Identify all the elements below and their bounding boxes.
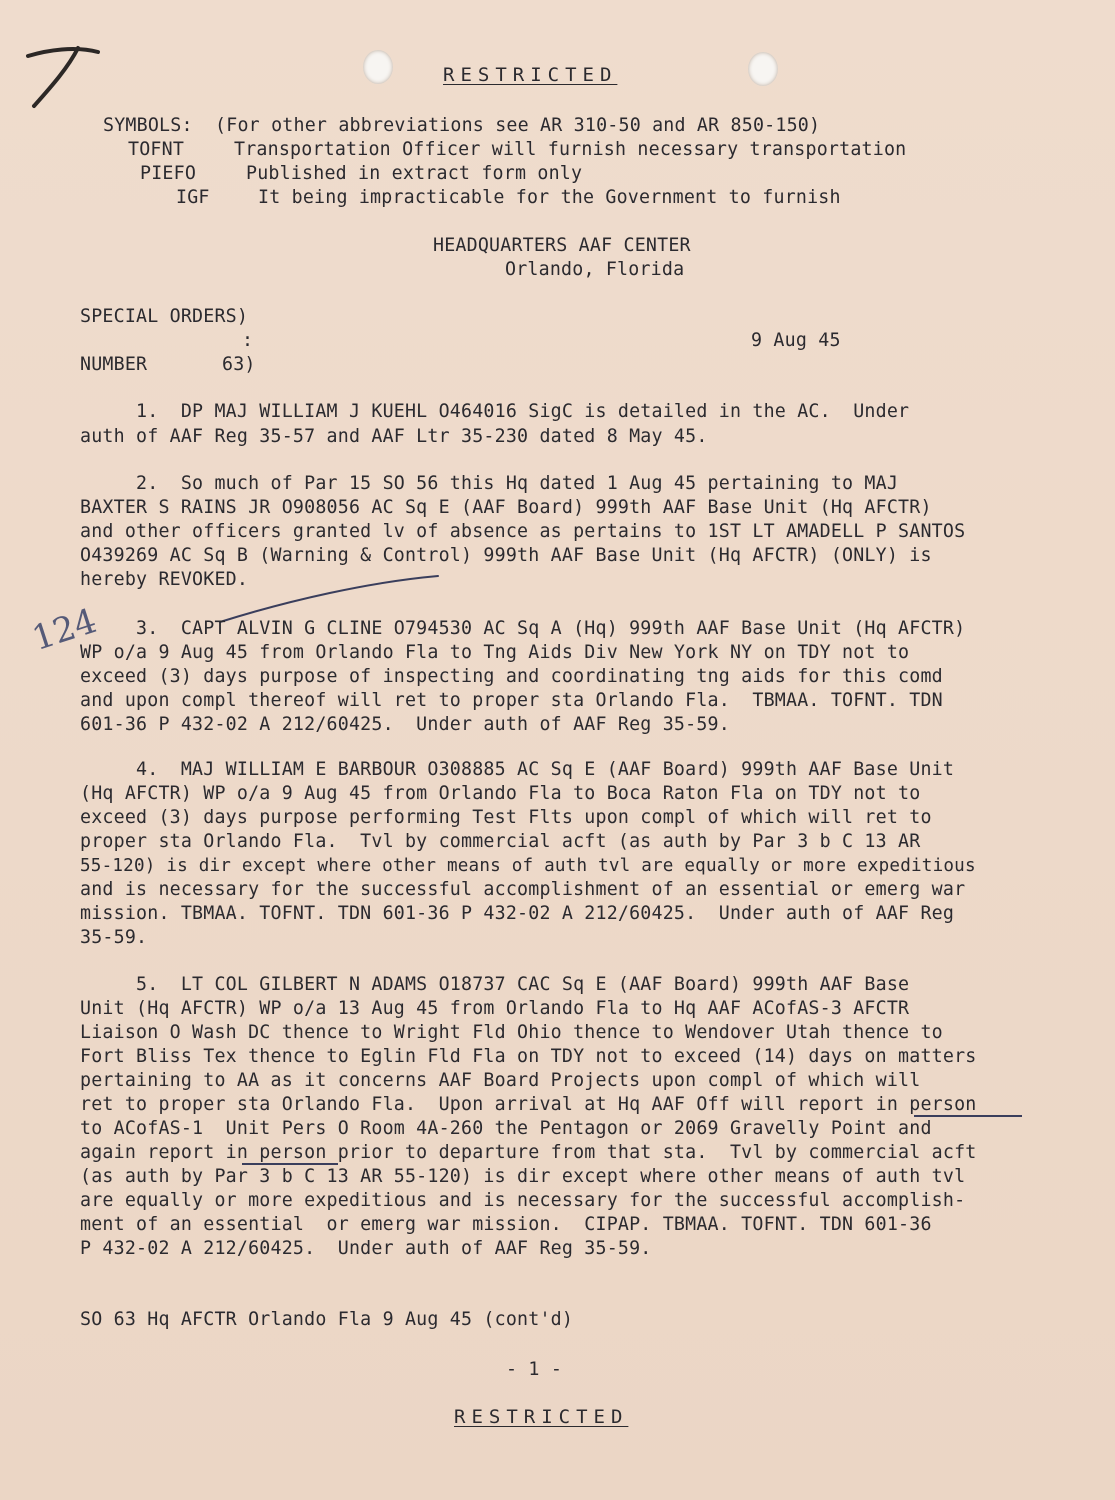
punch-hole-right: [748, 52, 778, 86]
paragraph-line: hereby REVOKED.: [80, 569, 249, 590]
paragraph-line: P 432-02 A 212/60425. Under auth of AAF Reg 35-59.: [80, 1238, 652, 1259]
classification-bottom: RESTRICTED: [454, 1406, 629, 1428]
paragraph-line: 55-120) is dir except where other means of auth tvl are equally or more expeditious: [80, 856, 976, 876]
margin-annotation: 124: [27, 600, 102, 660]
hq-name: HEADQUARTERS AAF CENTER: [433, 235, 691, 256]
number-label: NUMBER: [80, 354, 148, 375]
symbol-code: IGF: [176, 187, 210, 208]
pencil-check-mark: [20, 38, 110, 118]
paragraph-line: exceed (3) days purpose of inspecting and coordinating tng aids for this comd: [80, 666, 943, 687]
underline-mark: [914, 1115, 1022, 1117]
symbol-meaning: Published in extract form only: [246, 163, 583, 184]
symbol-meaning: It being impracticable for the Government to furnish: [258, 187, 841, 208]
orders-colon: :: [242, 330, 254, 351]
paragraph-line: are equally or more expeditious and is necessary for the successful accomplish-: [80, 1190, 966, 1211]
paragraph-line: O439269 AC Sq B (Warning & Control) 999th AAF Base Unit (Hq AFCTR) (ONLY) is: [80, 545, 932, 566]
paragraph-line: 2. So much of Par 15 SO 56 this Hq dated 1 Aug 45 pertaining to MAJ: [80, 473, 899, 494]
paragraph-line: BAXTER S RAINS JR O908056 AC Sq E (AAF Board) 999th AAF Base Unit (Hq AFCTR): [80, 497, 932, 518]
special-orders-label: SPECIAL ORDERS): [80, 306, 249, 327]
paragraph-line: 4. MAJ WILLIAM E BARBOUR O308885 AC Sq E (AAF Board) 999th AAF Base Unit: [80, 759, 955, 780]
symbol-code: PIEFO: [140, 163, 197, 184]
underline-mark: [242, 1163, 338, 1165]
paragraph-line: Liaison O Wash DC thence to Wright Fld Ohio thence to Wendover Utah thence to: [80, 1022, 943, 1043]
paragraph-line: 3. CAPT ALVIN G CLINE O794530 AC Sq A (Hq) 999th AAF Base Unit (Hq AFCTR): [80, 618, 966, 639]
paragraph-line: 1. DP MAJ WILLIAM J KUEHL O464016 SigC is detailed in the AC. Under: [80, 401, 910, 422]
paragraph-line: again report in person prior to departure from that sta. Tvl by commercial acft: [80, 1142, 977, 1163]
paragraph-line: auth of AAF Reg 35-57 and AAF Ltr 35-230 dated 8 May 45.: [80, 426, 708, 447]
paragraph-line: WP o/a 9 Aug 45 from Orlando Fla to Tng Aids Div New York NY on TDY not to: [80, 642, 910, 663]
paragraph-line: ret to proper sta Orlando Fla. Upon arrival at Hq AAF Off will report in person: [80, 1094, 977, 1115]
paragraph-line: to ACofAS-1 Unit Pers O Room 4A-260 the Pentagon or 2069 Gravelly Point and: [80, 1118, 932, 1139]
paragraph-line: and other officers granted lv of absence as pertains to 1ST LT AMADELL P SANTOS: [80, 521, 966, 542]
paragraph-line: and is necessary for the successful accomplishment of an essential or emerg war: [80, 879, 966, 900]
paragraph-line: pertaining to AA as it concerns AAF Board Projects upon compl of which will: [80, 1070, 921, 1091]
paragraph-line: exceed (3) days purpose performing Test Flts upon compl of which will ret to: [80, 807, 932, 828]
hq-location: Orlando, Florida: [505, 259, 685, 280]
paragraph-line: and upon compl thereof will ret to proper sta Orlando Fla. TBMAA. TOFNT. TDN: [80, 690, 943, 711]
order-number: 63): [222, 354, 256, 375]
paragraph-line: Fort Bliss Tex thence to Eglin Fld Fla on TDY not to exceed (14) days on matters: [80, 1046, 977, 1067]
paragraph-line: (as auth by Par 3 b C 13 AR 55-120) is dir except where other means of auth tvl: [80, 1166, 966, 1187]
paragraph-line: 5. LT COL GILBERT N ADAMS O18737 CAC Sq E (AAF Board) 999th AAF Base: [80, 974, 910, 995]
symbol-meaning: Transportation Officer will furnish necessary transportation: [234, 139, 907, 160]
order-date: 9 Aug 45: [751, 330, 841, 351]
paragraph-line: mission. TBMAA. TOFNT. TDN 601-36 P 432-02 A 212/60425. Under auth of AAF Reg: [80, 903, 955, 924]
page-number: - 1 -: [506, 1359, 563, 1380]
paragraph-line: ment of an essential or emerg war mission. CIPAP. TBMAA. TOFNT. TDN 601-36: [80, 1214, 932, 1235]
classification-top: RESTRICTED: [443, 64, 618, 86]
paragraph-line: Unit (Hq AFCTR) WP o/a 13 Aug 45 from Orlando Fla to Hq AAF ACofAS-3 AFCTR: [80, 998, 910, 1019]
paragraph-line: 35-59.: [80, 927, 148, 948]
continuation-line: SO 63 Hq AFCTR Orlando Fla 9 Aug 45 (cont'd): [80, 1309, 574, 1330]
punch-hole-left: [363, 50, 393, 84]
paragraph-line: proper sta Orlando Fla. Tvl by commercial acft (as auth by Par 3 b C 13 AR: [80, 831, 921, 852]
paragraph-line: (Hq AFCTR) WP o/a 9 Aug 45 from Orlando Fla to Boca Raton Fla on TDY not to: [80, 783, 921, 804]
symbol-code: TOFNT: [128, 139, 185, 160]
paragraph-line: 601-36 P 432-02 A 212/60425. Under auth of AAF Reg 35-59.: [80, 714, 730, 735]
symbols-title: SYMBOLS: (For other abbreviations see AR 310-50 and AR 850-150): [103, 115, 821, 136]
